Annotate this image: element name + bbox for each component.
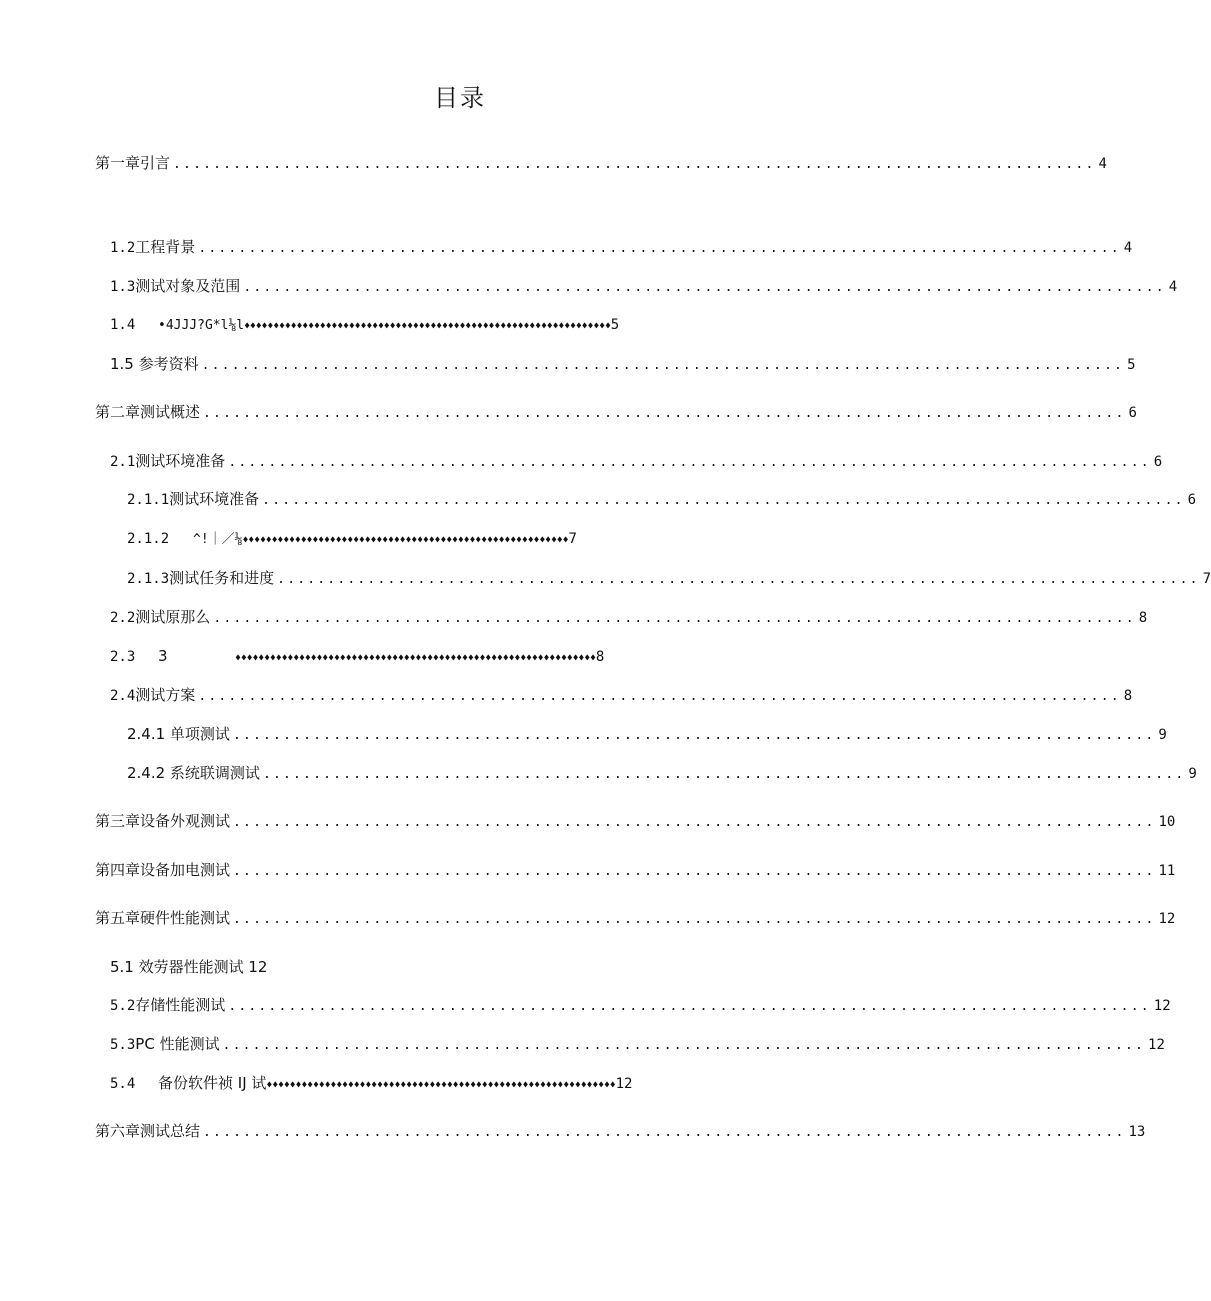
toc-entry-label: 备份软件祯 IJ 试 <box>158 1074 267 1092</box>
toc-entry-number: 5.4 <box>110 1076 136 1092</box>
toc-entry-label: 2.4.1 单项测试 <box>127 725 230 743</box>
toc-entry-chapter-3[interactable] <box>95 810 1176 832</box>
dot-leader: ............................................................................................ <box>198 689 1121 704</box>
toc-entry-5-4[interactable] <box>110 1072 730 1094</box>
dot-leader: ............................................................................................ <box>173 157 1096 172</box>
toc-page-number: 4 <box>1123 240 1133 256</box>
toc-entry-number: 2.3 <box>110 649 136 665</box>
toc-entry-number: 1.3 <box>110 279 136 295</box>
toc-page-number: 8 <box>595 649 605 665</box>
toc-entry-label: 1.5 参考资料 <box>110 355 199 373</box>
toc-page-number: 6 <box>1187 492 1197 508</box>
dot-leader: ............................................................................................ <box>243 280 1166 295</box>
toc-page-number: 7 <box>1202 571 1211 587</box>
toc-entry-number: 2.1.2 <box>127 531 170 547</box>
toc-page-number: 12 <box>1153 998 1171 1014</box>
toc-entry-chapter-1[interactable] <box>95 152 1107 174</box>
toc-entry-number: 5.2 <box>110 998 136 1014</box>
toc-entry-chapter-2[interactable] <box>95 401 1137 423</box>
toc-entry-label: 存储性能测试 <box>135 996 226 1014</box>
toc-title: 目录 <box>434 84 486 112</box>
toc-page-number: 8 <box>1123 688 1133 704</box>
toc-entry-label: 5.1 效劳器性能测试 12 <box>110 958 268 976</box>
toc-entry-2-3[interactable] <box>110 645 700 667</box>
toc-entry-1-2[interactable] <box>110 236 1133 258</box>
dot-leader: ............................................................................................ <box>203 406 1126 421</box>
toc-entry-label: 测试对象及范围 <box>135 277 241 295</box>
toc-page-number: 12 <box>1148 1037 1165 1053</box>
toc-page-number: 12 <box>1158 911 1176 927</box>
toc-page-number: 10 <box>1158 814 1176 830</box>
toc-entry-label: 测试原那么 <box>135 608 211 626</box>
toc-entry-number: 第四章 <box>95 861 141 879</box>
toc-page-number: 9 <box>1188 766 1197 782</box>
toc-entry-2-2[interactable] <box>110 606 1148 628</box>
diamond-leader: ♦♦♦♦♦♦♦♦♦♦♦♦♦♦♦♦♦♦♦♦♦♦♦♦♦♦♦♦♦♦♦♦♦♦♦♦♦♦♦♦♦♦♦♦♦♦♦♦♦♦♦♦♦♦♦♦♦♦♦♦ <box>266 1080 616 1091</box>
diamond-leader: ♦♦♦♦♦♦♦♦♦♦♦♦♦♦♦♦♦♦♦♦♦♦♦♦♦♦♦♦♦♦♦♦♦♦♦♦♦♦♦♦♦♦♦♦♦♦♦♦♦♦♦♦♦♦♦♦♦♦♦♦♦♦♦ <box>244 321 611 332</box>
toc-entry-number: 1.4 <box>110 317 136 333</box>
toc-entry-1-3[interactable] <box>110 275 1178 297</box>
toc-entry-label: 硬件性能测试 <box>140 909 231 927</box>
toc-entry-1-4[interactable] <box>110 314 730 336</box>
toc-entry-5-2[interactable] <box>110 994 1171 1016</box>
toc-entry-number: 2.4 <box>110 688 136 704</box>
dot-leader: ............................................................................................ <box>228 455 1151 470</box>
toc-entry-label: 第二章测试概述 <box>95 403 201 421</box>
toc-entry-number: 5.3 <box>110 1037 136 1053</box>
toc-entry-2-1-2[interactable] <box>127 528 657 550</box>
toc-entry-chapter-6[interactable] <box>95 1120 1146 1142</box>
toc-entry-2-4-1[interactable] <box>127 723 1167 745</box>
dot-leader: ............................................................................................ <box>222 1038 1146 1053</box>
toc-entry-label: PC 性能测试 <box>135 1035 220 1053</box>
dot-leader: ............................................................................................ <box>233 864 1156 879</box>
toc-entry-1-5[interactable] <box>110 353 1136 375</box>
toc-entry-5-1[interactable] <box>110 956 510 978</box>
toc-page-number: 5 <box>1127 357 1136 373</box>
diamond-leader: ♦♦♦♦♦♦♦♦♦♦♦♦♦♦♦♦♦♦♦♦♦♦♦♦♦♦♦♦♦♦♦♦♦♦♦♦♦♦♦♦♦♦♦♦♦♦♦♦♦♦♦♦♦♦♦♦♦♦♦♦♦♦ <box>235 653 596 664</box>
toc-entry-number: 2.1.3 <box>127 571 170 587</box>
toc-entry-number: 第五章 <box>95 909 141 927</box>
toc-entry-label: •4JJJ?G*l⅛l <box>158 318 245 333</box>
toc-entry-label: 第六章测试总结 <box>95 1122 201 1140</box>
dot-leader: ............................................................................................ <box>262 493 1185 508</box>
dot-leader: ............................................................................................ <box>233 912 1156 927</box>
toc-entry-label: 测试环境准备 <box>169 490 260 508</box>
toc-entry-label: 工程背景 <box>135 238 196 256</box>
toc-entry-label: 测试环境准备 <box>135 452 226 470</box>
toc-page-number: 6 <box>1153 454 1163 470</box>
toc-page-number: 8 <box>1138 610 1148 626</box>
dot-leader: ............................................................................................ <box>213 611 1136 626</box>
toc-page-number: 7 <box>568 531 577 547</box>
toc-entry-2-4[interactable] <box>110 684 1133 706</box>
toc-page-number: 4 <box>1168 279 1178 295</box>
toc-page-number: 6 <box>1128 405 1137 421</box>
toc-page-number: 9 <box>1158 727 1167 743</box>
dot-leader: ............................................................................................ <box>277 572 1200 587</box>
toc-entry-chapter-5[interactable] <box>95 907 1176 929</box>
dot-leader: ............................................................................................ <box>201 358 1125 373</box>
toc-entry-2-1[interactable] <box>110 450 1163 472</box>
dot-leader: ............................................................................................ <box>203 1125 1126 1140</box>
toc-page-number: 5 <box>610 317 620 333</box>
toc-page-number: 13 <box>1128 1124 1146 1140</box>
toc-entry-label: 测试任务和进度 <box>169 569 275 587</box>
toc-entry-number: 1.2 <box>110 240 136 256</box>
toc-page-number: 4 <box>1098 156 1107 172</box>
toc-entry-label: 设备外观测试 <box>140 812 231 830</box>
toc-entry-label: 3 <box>158 647 168 665</box>
diamond-leader: ♦♦♦♦♦♦♦♦♦♦♦♦♦♦♦♦♦♦♦♦♦♦♦♦♦♦♦♦♦♦♦♦♦♦♦♦♦♦♦♦♦♦♦♦♦♦♦♦♦♦♦♦♦♦♦♦ <box>242 535 569 546</box>
dot-leader: ............................................................................................ <box>232 728 1156 743</box>
toc-entry-chapter-4[interactable] <box>95 859 1176 881</box>
dot-leader: ............................................................................................ <box>228 999 1151 1014</box>
toc-entry-label: ^!｜／⅛ <box>193 532 243 547</box>
toc-entry-2-1-1[interactable] <box>127 488 1197 510</box>
toc-page-number: 12 <box>615 1076 633 1092</box>
toc-entry-label: 测试方案 <box>135 686 196 704</box>
dot-leader: ............................................................................................ <box>198 241 1121 256</box>
dot-leader: ............................................................................................ <box>262 767 1186 782</box>
toc-entry-label: 第一章引言 <box>95 154 171 172</box>
toc-entry-label: 设备加电测试 <box>140 861 231 879</box>
toc-page-number: 11 <box>1158 863 1176 879</box>
toc-entry-5-3[interactable] <box>110 1033 1165 1055</box>
toc-entry-number: 2.1.1 <box>127 492 170 508</box>
toc-entry-2-1-3[interactable] <box>127 567 1211 589</box>
dot-leader: ............................................................................................ <box>233 815 1156 830</box>
toc-entry-number: 2.1 <box>110 454 136 470</box>
toc-entry-2-4-2[interactable] <box>127 762 1197 784</box>
toc-entry-label: 2.4.2 系统联调测试 <box>127 764 260 782</box>
toc-entry-number: 2.2 <box>110 610 136 626</box>
toc-entry-number: 第三章 <box>95 812 141 830</box>
